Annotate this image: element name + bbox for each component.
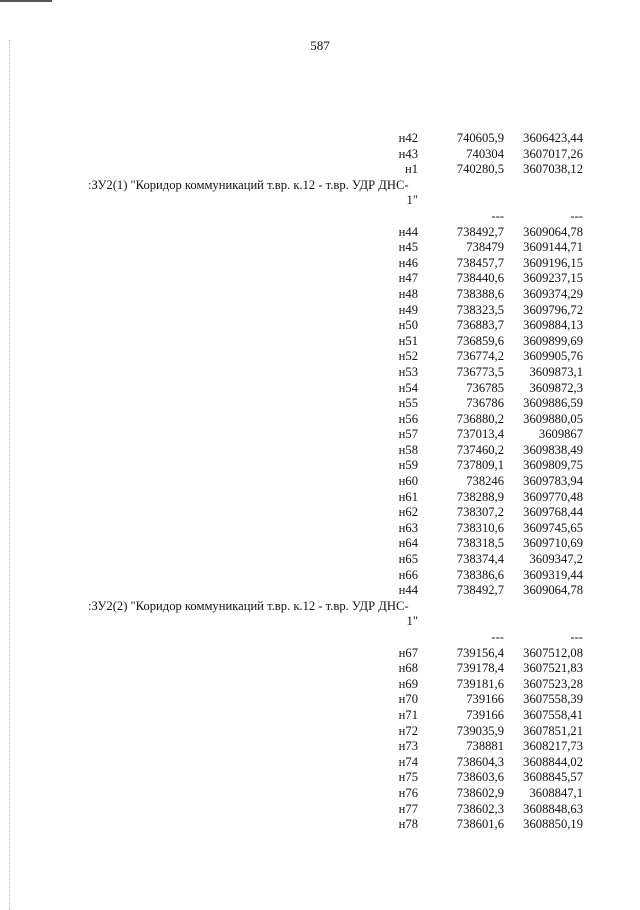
x-coordinate: 738603,6 — [456, 770, 504, 785]
y-coordinate: 3609064,78 — [523, 583, 583, 598]
y-coordinate: 3609196,15 — [523, 255, 583, 270]
point-id: н54 — [398, 380, 418, 395]
y-coordinate: 3607512,08 — [523, 645, 583, 660]
point-id: н1 — [404, 162, 418, 177]
table-row — [0, 256, 640, 272]
table-row — [0, 349, 640, 365]
y-coordinate: 3609899,69 — [523, 333, 583, 348]
y-coordinate: 3607017,26 — [523, 146, 583, 161]
x-coordinate: 736880,2 — [456, 411, 504, 426]
point-id: н44 — [398, 224, 418, 239]
x-coordinate: 740280,5 — [456, 162, 504, 177]
point-id: н73 — [398, 739, 418, 754]
point-id: н55 — [398, 396, 418, 411]
y-coordinate: 3608844,02 — [523, 754, 583, 769]
x-coordinate: 739156,4 — [456, 645, 504, 660]
x-coordinate: 738492,7 — [456, 224, 504, 239]
table-row — [0, 427, 640, 443]
section-title-continuation — [0, 614, 640, 630]
table-row — [0, 303, 640, 319]
y-coordinate: 3608847,1 — [529, 785, 583, 800]
point-id: н50 — [398, 318, 418, 333]
y-coordinate: 3608850,19 — [523, 817, 583, 832]
point-id: н66 — [398, 567, 418, 582]
point-id: н72 — [398, 723, 418, 738]
table-row — [0, 817, 640, 833]
section-title-continuation — [0, 193, 640, 209]
point-id: н69 — [398, 676, 418, 691]
y-coordinate: 3606423,44 — [523, 131, 583, 145]
x-coordinate: --- — [491, 208, 504, 223]
point-id: н43 — [398, 146, 418, 161]
point-id: н44 — [398, 583, 418, 598]
x-coordinate: 737013,4 — [456, 427, 504, 442]
table-row — [0, 770, 640, 786]
y-coordinate: 3607558,39 — [523, 692, 583, 707]
y-coordinate: 3609064,78 — [523, 224, 583, 239]
point-id: н48 — [398, 286, 418, 301]
y-coordinate: 3609886,59 — [523, 396, 583, 411]
x-coordinate: 739178,4 — [456, 661, 504, 676]
point-id: н65 — [398, 552, 418, 567]
y-coordinate: 3609905,76 — [523, 349, 583, 364]
page-number: 587 — [310, 38, 330, 53]
x-coordinate: 738602,9 — [456, 785, 504, 800]
table-row — [0, 692, 640, 708]
table-row — [0, 646, 640, 662]
x-coordinate: 738288,9 — [456, 489, 504, 504]
point-id: н49 — [398, 302, 418, 317]
table-row — [0, 209, 640, 225]
table-row — [0, 661, 640, 677]
table-row — [0, 568, 640, 584]
y-coordinate: --- — [570, 630, 583, 644]
point-id: н57 — [398, 427, 418, 442]
point-id: н63 — [398, 520, 418, 535]
point-id: н64 — [398, 536, 418, 551]
table-row — [0, 381, 640, 397]
table-row — [0, 474, 640, 490]
point-id: н58 — [398, 442, 418, 457]
y-coordinate: 3609873,1 — [529, 364, 583, 379]
point-id: н56 — [398, 411, 418, 426]
section-title-text: :ЗУ2(1) "Коридор коммуникаций т.вр. к.12 - т.вр. УДР ДНС- — [88, 177, 409, 192]
x-coordinate: 736774,2 — [456, 349, 504, 364]
table-row — [0, 147, 640, 163]
x-coordinate: 738310,6 — [456, 520, 504, 535]
coordinate-table — [0, 131, 640, 833]
y-coordinate: 3609319,44 — [523, 567, 583, 582]
y-coordinate: 3609745,65 — [523, 520, 583, 535]
table-row — [0, 536, 640, 552]
x-coordinate: 736786 — [466, 396, 504, 411]
table-row — [0, 755, 640, 771]
y-coordinate: 3608217,73 — [523, 739, 583, 754]
y-coordinate: 3607851,21 — [523, 723, 583, 738]
point-id: н76 — [398, 785, 418, 800]
x-coordinate: 739166 — [466, 692, 504, 707]
section-title — [0, 599, 640, 615]
table-row — [0, 287, 640, 303]
table-row — [0, 240, 640, 256]
x-coordinate: 739035,9 — [456, 723, 504, 738]
y-coordinate: --- — [570, 208, 583, 223]
x-coordinate: 737809,1 — [456, 458, 504, 473]
point-id: н47 — [398, 271, 418, 286]
point-id: н77 — [398, 801, 418, 816]
y-coordinate: 3609880,05 — [523, 411, 583, 426]
table-row — [0, 583, 640, 599]
x-coordinate: 738374,4 — [456, 552, 504, 567]
point-id: н62 — [398, 505, 418, 520]
y-coordinate: 3609809,75 — [523, 458, 583, 473]
y-coordinate: 3609770,48 — [523, 489, 583, 504]
x-coordinate: 738323,5 — [456, 302, 504, 317]
y-coordinate: 3608848,63 — [523, 801, 583, 816]
point-id: н61 — [398, 489, 418, 504]
x-coordinate: 739181,6 — [456, 676, 504, 691]
x-coordinate: 740605,9 — [456, 131, 504, 145]
section-title-text: :ЗУ2(2) "Коридор коммуникаций т.вр. к.12 - т.вр. УДР ДНС- — [88, 598, 409, 613]
point-id: н74 — [398, 754, 418, 769]
point-id: н75 — [398, 770, 418, 785]
point-id: н53 — [398, 364, 418, 379]
table-row — [0, 412, 640, 428]
x-coordinate: 737460,2 — [456, 442, 504, 457]
table-row — [0, 225, 640, 241]
x-coordinate: 740304 — [466, 146, 504, 161]
y-coordinate: 3609867 — [538, 427, 583, 442]
y-coordinate: 3607523,28 — [523, 676, 583, 691]
x-coordinate: 736773,5 — [456, 364, 504, 379]
x-coordinate: 738492,7 — [456, 583, 504, 598]
table-row — [0, 334, 640, 350]
table-row — [0, 271, 640, 287]
x-coordinate: 738604,3 — [456, 754, 504, 769]
point-id: н45 — [398, 240, 418, 255]
x-coordinate: 738479 — [466, 240, 504, 255]
point-id: н42 — [398, 131, 418, 145]
table-row — [0, 552, 640, 568]
point-id: н52 — [398, 349, 418, 364]
table-row — [0, 724, 640, 740]
y-coordinate: 3609884,13 — [523, 318, 583, 333]
x-coordinate: 738318,5 — [456, 536, 504, 551]
x-coordinate: 736883,7 — [456, 318, 504, 333]
y-coordinate: 3609768,44 — [523, 505, 583, 520]
point-id: н67 — [398, 645, 418, 660]
y-coordinate: 3609374,29 — [523, 286, 583, 301]
y-coordinate: 3609783,94 — [523, 474, 583, 489]
table-row — [0, 131, 640, 147]
table-row — [0, 443, 640, 459]
point-id: н71 — [398, 707, 418, 722]
y-coordinate: 3607038,12 — [523, 162, 583, 177]
table-row — [0, 677, 640, 693]
x-coordinate: 738457,7 — [456, 255, 504, 270]
top-edge-line — [0, 0, 52, 2]
table-row — [0, 490, 640, 506]
x-coordinate: --- — [491, 630, 504, 644]
x-coordinate: 738307,2 — [456, 505, 504, 520]
table-row — [0, 739, 640, 755]
y-coordinate: 3607521,83 — [523, 661, 583, 676]
table-row — [0, 630, 640, 646]
table-row — [0, 365, 640, 381]
x-coordinate: 738246 — [466, 474, 504, 489]
y-coordinate: 3609144,71 — [523, 240, 583, 255]
y-coordinate: 3609796,72 — [523, 302, 583, 317]
table-row — [0, 162, 640, 178]
x-coordinate: 738881 — [466, 739, 504, 754]
table-row — [0, 521, 640, 537]
point-id: н59 — [398, 458, 418, 473]
y-coordinate: 3609872,3 — [529, 380, 583, 395]
table-row — [0, 708, 640, 724]
x-coordinate: 736785 — [466, 380, 504, 395]
y-coordinate: 3609838,49 — [523, 442, 583, 457]
x-coordinate: 738602,3 — [456, 801, 504, 816]
x-coordinate: 738440,6 — [456, 271, 504, 286]
x-coordinate: 738601,6 — [456, 817, 504, 832]
table-row — [0, 396, 640, 412]
y-coordinate: 3609710,69 — [523, 536, 583, 551]
table-row — [0, 458, 640, 474]
point-id: н68 — [398, 661, 418, 676]
y-coordinate: 3607558,41 — [523, 707, 583, 722]
x-coordinate: 738386,6 — [456, 567, 504, 582]
x-coordinate: 736859,6 — [456, 333, 504, 348]
section-title — [0, 178, 640, 194]
section-title-cont-text: 1" — [406, 193, 418, 208]
point-id: н70 — [398, 692, 418, 707]
section-title-cont-text: 1" — [406, 614, 418, 629]
y-coordinate: 3609347,2 — [529, 552, 583, 567]
x-coordinate: 739166 — [466, 707, 504, 722]
y-coordinate: 3609237,15 — [523, 271, 583, 286]
table-row — [0, 786, 640, 802]
y-coordinate: 3608845,57 — [523, 770, 583, 785]
point-id: н78 — [398, 817, 418, 832]
table-row — [0, 802, 640, 818]
table-row — [0, 318, 640, 334]
x-coordinate: 738388,6 — [456, 286, 504, 301]
point-id: н60 — [398, 474, 418, 489]
table-row — [0, 505, 640, 521]
point-id: н46 — [398, 255, 418, 270]
point-id: н51 — [398, 333, 418, 348]
